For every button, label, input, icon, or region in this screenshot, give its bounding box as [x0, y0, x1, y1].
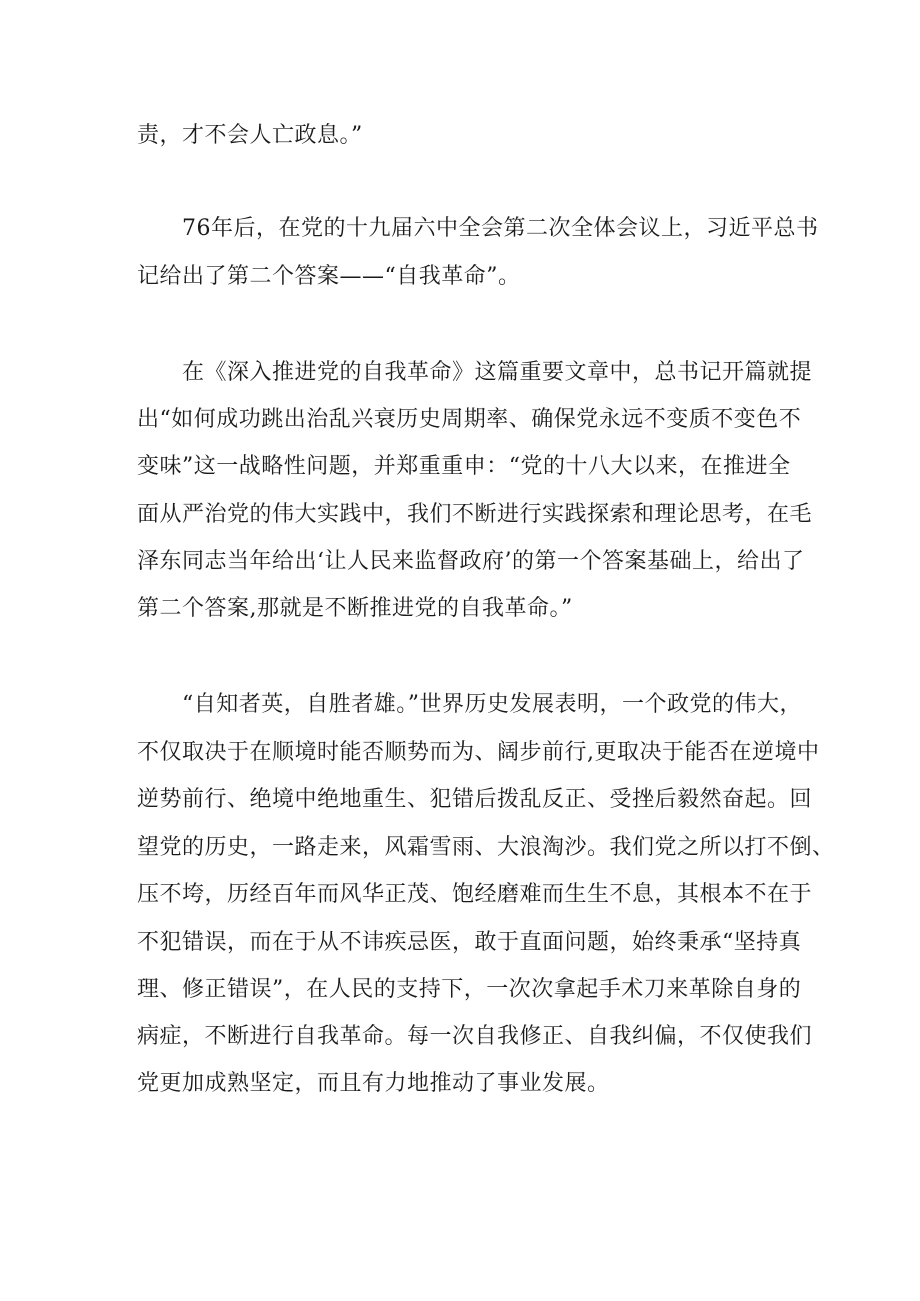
- paragraph-3-line-3: 变味”这一战略性问题，并郑重重申：“党的十八大以来，在推进全: [137, 454, 791, 479]
- paragraph-1-line-1: 责，才不会人亡政息。”: [137, 123, 363, 148]
- paragraph-2-line-2: 记给出了第二个答案——“自我革命”。: [137, 264, 521, 289]
- paragraph-3-line-4: 面从严治党的伟大实践中，我们不断进行实践探索和理论思考，在毛: [137, 502, 813, 527]
- paragraph-4-line-2: 不仅取决于在顺境时能否顺势而为、阔步前行,更取决于能否在逆境中: [137, 740, 820, 765]
- paragraph-4-line-7: 理、修正错误”，在人民的支持下，一次次拿起手术刀来革除自身的: [137, 977, 802, 1002]
- paragraph-4-line-1: “自知者英，自胜者雄。”世界历史发展表明，一个政党的伟大，: [182, 692, 802, 717]
- paragraph-2-line-1: 76年后，在党的十九届六中全会第二次全体会议上，习近平总书: [182, 216, 819, 241]
- paragraph-4-line-4: 望党的历史，一路走来，风霜雪雨、大浪淘沙。我们党之所以打不倒、: [137, 835, 835, 860]
- paragraph-3-line-1: 在《深入推进党的自我革命》这篇重要文章中，总书记开篇就提: [182, 360, 813, 385]
- paragraph-3-line-2: 出“如何成功跳出治乱兴衰历史周期率、确保党永远不变质不变色不: [137, 407, 802, 432]
- paragraph-4-line-9: 党更加成熟坚定，而且有力地推动了事业发展。: [137, 1071, 610, 1096]
- paragraph-4-line-5: 压不垮，历经百年而风华正茂、饱经磨难而生生不息，其根本不在于: [137, 882, 813, 907]
- paragraph-4-line-3: 逆势前行、绝境中绝地重生、犯错后拨乱反正、受挫后毅然奋起。回: [137, 787, 813, 812]
- paragraph-3-line-5: 泽东同志当年给出‘让人民来监督政府’的第一个答案基础上，给出了: [137, 549, 805, 574]
- paragraph-4-line-8: 病症，不断进行自我革命。每一次自我修正、自我纠偏，不仅使我们: [137, 1024, 813, 1049]
- paragraph-3-line-6: 第二个答案,那就是不断推进党的自我革命。”: [137, 596, 573, 621]
- paragraph-4-line-6: 不犯错误，而在于从不讳疾忌医，敢于直面问题，始终秉承“坚持真: [137, 930, 802, 955]
